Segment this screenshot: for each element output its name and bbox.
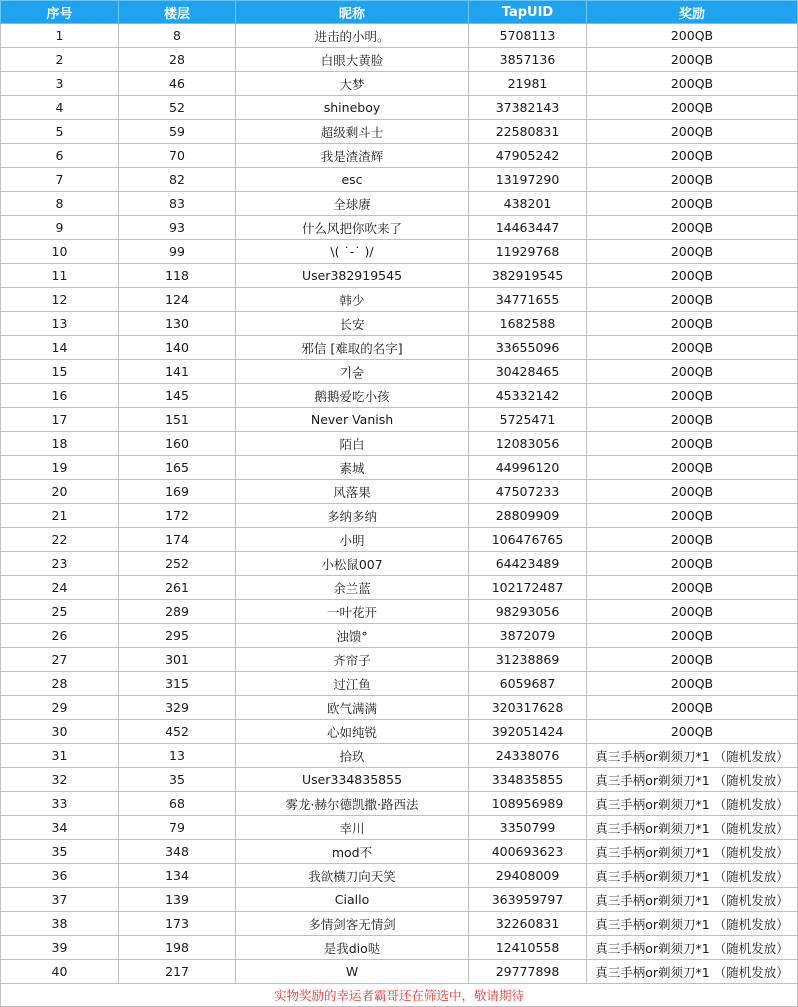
table-row [1,672,798,696]
table-body [1,24,798,984]
cell-floor: 348 [119,840,236,864]
cell-index: 18 [1,432,119,456]
cell-nickname: 雾龙·赫尔德凯撒·路西法 [236,792,469,816]
cell-nickname: 多情剑客无情剑 [236,912,469,936]
cell-floor: 52 [119,96,236,120]
cell-tapuid: 3872079 [469,624,587,648]
cell-reward: 真三手柄or剃须刀*1 （随机发放） [587,912,798,936]
table-row [1,336,798,360]
cell-tapuid: 438201 [469,192,587,216]
table-row [1,768,798,792]
cell-floor: 174 [119,528,236,552]
table-row [1,24,798,48]
cell-reward: 200QB [587,24,798,48]
cell-index: 23 [1,552,119,576]
footer-row [1,984,798,1007]
cell-floor: 172 [119,504,236,528]
table-row [1,888,798,912]
cell-tapuid: 30428465 [469,360,587,384]
cell-nickname: 超级剩斗士 [236,120,469,144]
cell-nickname: mod不 [236,840,469,864]
cell-index: 15 [1,360,119,384]
cell-reward: 200QB [587,600,798,624]
cell-index: 14 [1,336,119,360]
cell-floor: 99 [119,240,236,264]
cell-index: 16 [1,384,119,408]
cell-nickname: 是我dio哒 [236,936,469,960]
table-row [1,720,798,744]
cell-floor: 169 [119,480,236,504]
cell-floor: 295 [119,624,236,648]
cell-index: 38 [1,912,119,936]
cell-floor: 160 [119,432,236,456]
cell-index: 24 [1,576,119,600]
cell-floor: 59 [119,120,236,144]
cell-nickname: 陌白 [236,432,469,456]
cell-reward: 200QB [587,576,798,600]
cell-tapuid: 29777898 [469,960,587,984]
cell-tapuid: 32260831 [469,912,587,936]
cell-nickname: 素城 [236,456,469,480]
table-row [1,264,798,288]
table-row [1,288,798,312]
cell-nickname: Never Vanish [236,408,469,432]
cell-index: 21 [1,504,119,528]
cell-nickname: 心如纯锐 [236,720,469,744]
cell-floor: 165 [119,456,236,480]
cell-nickname: 기술 [236,360,469,384]
cell-tapuid: 47905242 [469,144,587,168]
cell-index: 33 [1,792,119,816]
cell-index: 34 [1,816,119,840]
cell-index: 30 [1,720,119,744]
cell-tapuid: 34771655 [469,288,587,312]
cell-reward: 真三手柄or剃须刀*1 （随机发放） [587,816,798,840]
cell-tapuid: 12083056 [469,432,587,456]
cell-index: 3 [1,72,119,96]
cell-reward: 真三手柄or剃须刀*1 （随机发放） [587,840,798,864]
table-row [1,624,798,648]
table-row [1,600,798,624]
cell-tapuid: 400693623 [469,840,587,864]
cell-reward: 200QB [587,408,798,432]
cell-tapuid: 382919545 [469,264,587,288]
cell-floor: 82 [119,168,236,192]
table-row [1,816,798,840]
cell-index: 9 [1,216,119,240]
cell-floor: 139 [119,888,236,912]
table-row [1,864,798,888]
cell-tapuid: 320317628 [469,696,587,720]
cell-reward: 200QB [587,216,798,240]
cell-tapuid: 14463447 [469,216,587,240]
cell-tapuid: 98293056 [469,600,587,624]
cell-nickname: 鹅鹅爱吃小孩 [236,384,469,408]
cell-tapuid: 3350799 [469,816,587,840]
cell-reward: 200QB [587,288,798,312]
cell-reward: 200QB [587,696,798,720]
cell-index: 22 [1,528,119,552]
table-row [1,576,798,600]
cell-nickname: 余兰蓝 [236,576,469,600]
cell-reward: 200QB [587,144,798,168]
cell-nickname: 长安 [236,312,469,336]
cell-reward: 200QB [587,192,798,216]
header-tapuid: TapUID [469,1,587,24]
cell-nickname: Ciallo [236,888,469,912]
table-row [1,384,798,408]
cell-floor: 252 [119,552,236,576]
table-row [1,192,798,216]
table-row [1,240,798,264]
cell-reward: 200QB [587,264,798,288]
cell-reward: 200QB [587,504,798,528]
table-row [1,504,798,528]
cell-nickname: 欧气满满 [236,696,469,720]
cell-reward: 真三手柄or剃须刀*1 （随机发放） [587,960,798,984]
cell-reward: 真三手柄or剃须刀*1 （随机发放） [587,768,798,792]
cell-tapuid: 108956989 [469,792,587,816]
cell-reward: 200QB [587,240,798,264]
cell-floor: 13 [119,744,236,768]
cell-nickname: 全球赓 [236,192,469,216]
cell-reward: 200QB [587,48,798,72]
cell-tapuid: 3857136 [469,48,587,72]
table-row [1,144,798,168]
table-row [1,696,798,720]
cell-floor: 289 [119,600,236,624]
cell-tapuid: 45332142 [469,384,587,408]
cell-tapuid: 24338076 [469,744,587,768]
cell-reward: 200QB [587,312,798,336]
cell-tapuid: 392051424 [469,720,587,744]
cell-reward: 200QB [587,336,798,360]
cell-floor: 141 [119,360,236,384]
cell-floor: 315 [119,672,236,696]
cell-nickname: User382919545 [236,264,469,288]
table-row [1,456,798,480]
cell-reward: 200QB [587,624,798,648]
table-row [1,432,798,456]
table-row [1,960,798,984]
cell-reward: 200QB [587,168,798,192]
cell-nickname: 进击的小明。 [236,24,469,48]
cell-floor: 70 [119,144,236,168]
cell-nickname: \( ˙-˙ )/ [236,240,469,264]
cell-tapuid: 102172487 [469,576,587,600]
cell-index: 28 [1,672,119,696]
cell-index: 20 [1,480,119,504]
cell-floor: 68 [119,792,236,816]
cell-reward: 200QB [587,648,798,672]
cell-tapuid: 31238869 [469,648,587,672]
cell-index: 40 [1,960,119,984]
cell-nickname: 风落果 [236,480,469,504]
cell-index: 32 [1,768,119,792]
cell-index: 27 [1,648,119,672]
cell-reward: 200QB [587,456,798,480]
header-nickname: 昵称 [236,1,469,24]
cell-floor: 301 [119,648,236,672]
cell-tapuid: 6059687 [469,672,587,696]
header-row [1,1,798,24]
cell-reward: 200QB [587,72,798,96]
cell-floor: 130 [119,312,236,336]
cell-tapuid: 363959797 [469,888,587,912]
cell-reward: 真三手柄or剃须刀*1 （随机发放） [587,864,798,888]
table-row [1,528,798,552]
cell-floor: 46 [119,72,236,96]
table-row [1,312,798,336]
cell-nickname: 齐帘子 [236,648,469,672]
cell-floor: 8 [119,24,236,48]
cell-nickname: 大梦 [236,72,469,96]
cell-index: 10 [1,240,119,264]
cell-tapuid: 5708113 [469,24,587,48]
cell-index: 1 [1,24,119,48]
cell-index: 11 [1,264,119,288]
table-row [1,120,798,144]
cell-floor: 329 [119,696,236,720]
cell-reward: 200QB [587,528,798,552]
cell-reward: 真三手柄or剃须刀*1 （随机发放） [587,888,798,912]
header-index: 序号 [1,1,119,24]
cell-index: 35 [1,840,119,864]
cell-index: 19 [1,456,119,480]
cell-floor: 79 [119,816,236,840]
cell-nickname: 幸川 [236,816,469,840]
cell-floor: 35 [119,768,236,792]
cell-floor: 140 [119,336,236,360]
cell-floor: 93 [119,216,236,240]
cell-tapuid: 11929768 [469,240,587,264]
table-row [1,48,798,72]
cell-index: 26 [1,624,119,648]
table-row [1,912,798,936]
cell-tapuid: 13197290 [469,168,587,192]
cell-tapuid: 64423489 [469,552,587,576]
cell-tapuid: 37382143 [469,96,587,120]
cell-tapuid: 29408009 [469,864,587,888]
cell-index: 4 [1,96,119,120]
cell-index: 36 [1,864,119,888]
table-row [1,480,798,504]
table-row [1,72,798,96]
cell-index: 2 [1,48,119,72]
cell-floor: 118 [119,264,236,288]
cell-nickname: 过江鱼 [236,672,469,696]
cell-reward: 200QB [587,672,798,696]
cell-reward: 200QB [587,432,798,456]
cell-nickname: 韩少 [236,288,469,312]
cell-nickname: User334835855 [236,768,469,792]
cell-floor: 134 [119,864,236,888]
cell-floor: 151 [119,408,236,432]
cell-floor: 452 [119,720,236,744]
cell-tapuid: 28809909 [469,504,587,528]
cell-index: 39 [1,936,119,960]
cell-floor: 145 [119,384,236,408]
cell-tapuid: 12410558 [469,936,587,960]
cell-index: 17 [1,408,119,432]
cell-index: 12 [1,288,119,312]
cell-reward: 200QB [587,360,798,384]
cell-index: 31 [1,744,119,768]
cell-reward: 真三手柄or剃须刀*1 （随机发放） [587,792,798,816]
cell-nickname: 邪信 [难取的名字] [236,336,469,360]
cell-nickname: 什么风把你吹来了 [236,216,469,240]
cell-tapuid: 334835855 [469,768,587,792]
cell-nickname: 多纳多纳 [236,504,469,528]
table-row [1,648,798,672]
cell-index: 5 [1,120,119,144]
cell-tapuid: 106476765 [469,528,587,552]
cell-nickname: 拾玖 [236,744,469,768]
table-row [1,360,798,384]
table-row [1,552,798,576]
cell-nickname: 小松鼠007 [236,552,469,576]
cell-index: 29 [1,696,119,720]
cell-tapuid: 5725471 [469,408,587,432]
cell-index: 6 [1,144,119,168]
header-floor: 楼层 [119,1,236,24]
cell-nickname: 我是渣渣辉 [236,144,469,168]
cell-index: 7 [1,168,119,192]
cell-reward: 200QB [587,552,798,576]
cell-reward: 200QB [587,720,798,744]
cell-nickname: shineboy [236,96,469,120]
cell-floor: 83 [119,192,236,216]
cell-floor: 198 [119,936,236,960]
footer-note: 实物奖励的幸运者霸哥还在筛选中，敬请期待 [1,984,798,1007]
cell-floor: 124 [119,288,236,312]
cell-tapuid: 22580831 [469,120,587,144]
cell-tapuid: 1682588 [469,312,587,336]
cell-reward: 200QB [587,120,798,144]
table-row [1,168,798,192]
cell-nickname: esc [236,168,469,192]
cell-index: 8 [1,192,119,216]
cell-tapuid: 33655096 [469,336,587,360]
cell-nickname: W [236,960,469,984]
cell-reward: 200QB [587,480,798,504]
cell-reward: 200QB [587,384,798,408]
cell-tapuid: 44996120 [469,456,587,480]
cell-reward: 真三手柄or剃须刀*1 （随机发放） [587,744,798,768]
table-row [1,96,798,120]
cell-reward: 真三手柄or剃须刀*1 （随机发放） [587,936,798,960]
cell-nickname: 小明 [236,528,469,552]
cell-floor: 261 [119,576,236,600]
cell-index: 25 [1,600,119,624]
cell-floor: 217 [119,960,236,984]
cell-index: 13 [1,312,119,336]
table-row [1,216,798,240]
table-row [1,744,798,768]
table-row [1,408,798,432]
cell-nickname: 一叶花开 [236,600,469,624]
cell-tapuid: 21981 [469,72,587,96]
cell-reward: 200QB [587,96,798,120]
cell-nickname: 我欲横刀向天笑 [236,864,469,888]
header-reward: 奖励 [587,1,798,24]
cell-nickname: 白眼大黄脸 [236,48,469,72]
cell-index: 37 [1,888,119,912]
cell-floor: 28 [119,48,236,72]
table-row [1,792,798,816]
cell-floor: 173 [119,912,236,936]
cell-tapuid: 47507233 [469,480,587,504]
cell-nickname: 浊馈° [236,624,469,648]
table-row [1,840,798,864]
table-row [1,936,798,960]
